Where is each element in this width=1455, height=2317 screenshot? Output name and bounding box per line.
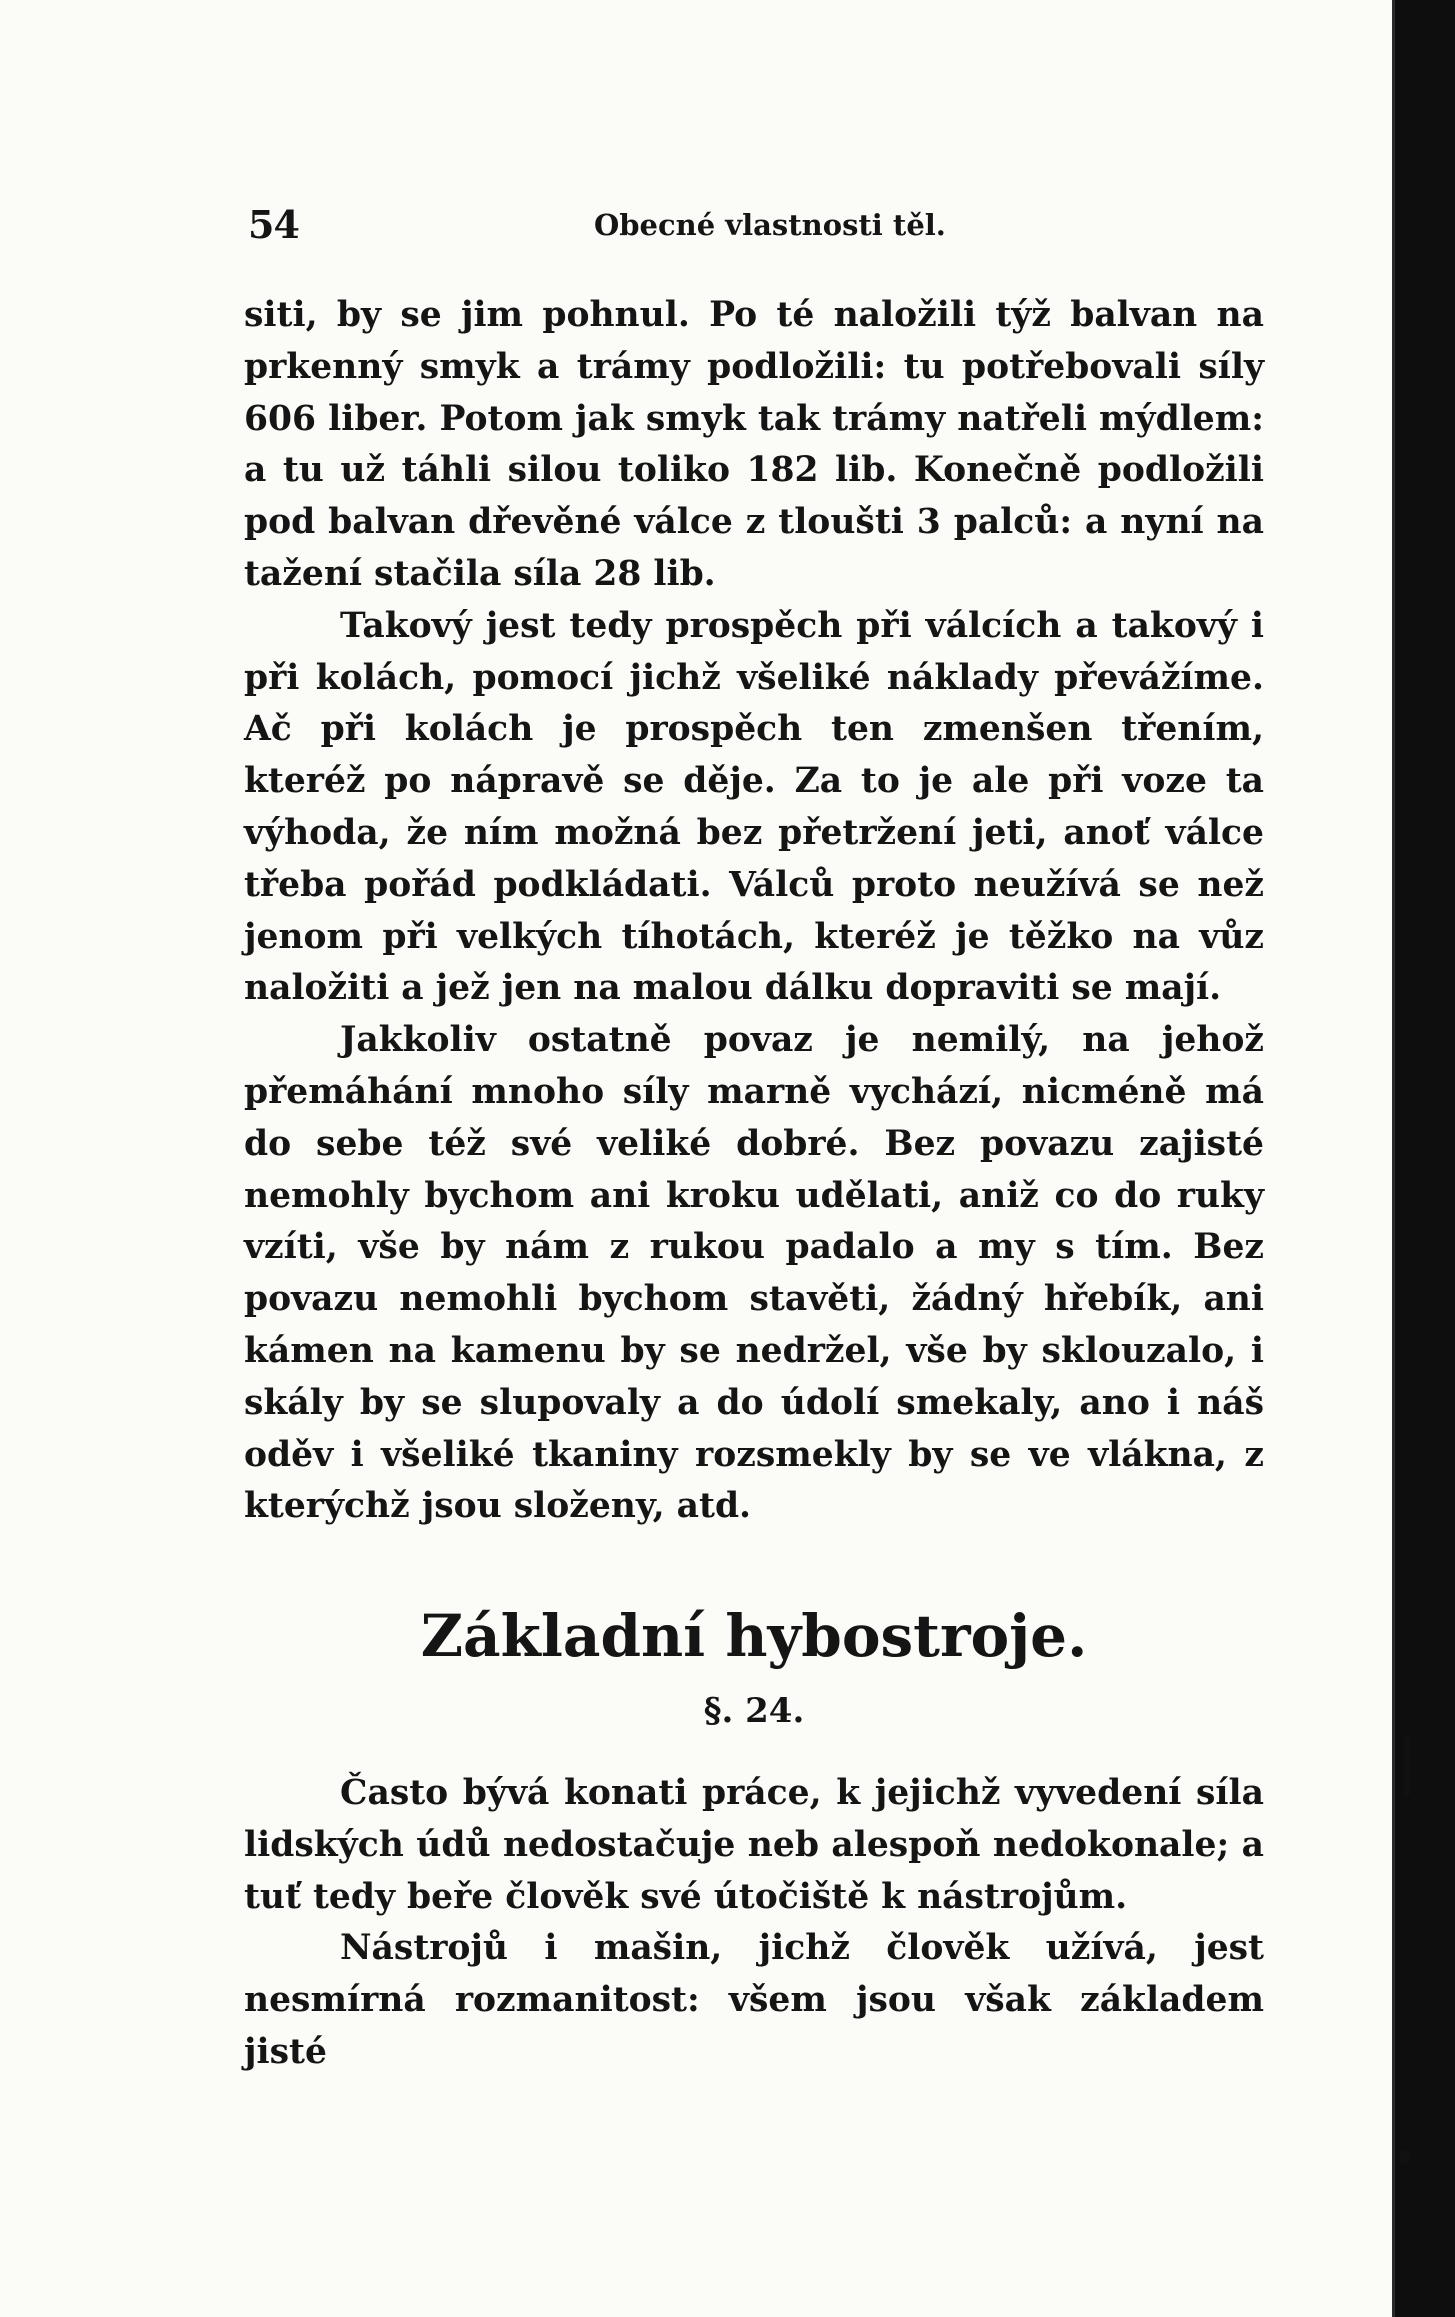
body-text-before-heading <box>244 290 1264 1533</box>
page-number: 54 <box>248 202 299 247</box>
section-heading: Základní hybostroje. <box>420 1602 1088 1670</box>
paragraph-continued: siti, by se jim pohnul. Po té naložili týž balvan na prkenný smyk a trámy podložili: tu potřebovali síly 606 liber. Potom jak smyk tak trámy natřeli mýdlem: a tu už táhli silou toliko 182 lib. Konečně podložili pod balvan dřevěné válce z tloušti 3 palců: a nyní na tažení stačila síla 28 lib. <box>244 295 1264 594</box>
running-head <box>248 200 1263 250</box>
running-title: Obecné vlastnosti těl. <box>594 208 946 242</box>
paragraph-machines: Nástrojů i mašin, jichž člověk užívá, jest nesmírná rozmanitost: všem jsou však základem jisté <box>244 1928 1264 2072</box>
paragraph-friction: Jakkoliv ostatně povaz je nemilý, na jehož přemáhání mnoho síly marně vychází, nicméně má do sebe též své veliké dobré. Bez povazu zajisté nemohly bychom ani kroku udělati, aniž co do ruky vzíti, vše by nám z rukou padalo a my s tím. Bez povazu nemohli bychom stavěti, žádný hřebík, ani kámen na kamenu by se nedržel, vše by sklouzalo, i skály by se slupovaly a do údolí smekaly, ano i náš oděv i všeliké tkaniny rozsmekly by se ve vlákna, z kterýchž jsou složeny, atd. <box>244 1020 1264 1527</box>
scan-edge-mark <box>1404 1735 1410 1795</box>
section-number: §. 24. <box>703 1691 805 1731</box>
body-text-after-heading <box>244 1768 1264 2079</box>
page-edge-shadow <box>1392 0 1395 2317</box>
paragraph-rollers-wheels: Takový jest tedy prospěch při válcích a takový i při kolách, pomocí jichž všeliké náklady převážíme. Ač při kolách je prospěch ten zmenšen třením, kteréž po nápravě se děje. Za to je ale při voze ta výhoda, že ním možná bez přetržení jeti, anoť válce třeba pořád podkládati. Válců proto neužívá se než jenom při velkých tíhotách, kteréž je těžko na vůz naložiti a jež jen na malou dálku dopraviti se mají. <box>244 605 1264 1009</box>
paragraph-tools-intro: Často bývá konati práce, k jejichž vyvedení síla lidských údů nedostačuje neb alespoň nedokonale; a tuť tedy beře člověk své útočiště k nástrojům. <box>244 1773 1264 1917</box>
scan-edge-mark <box>1400 2150 1410 2164</box>
